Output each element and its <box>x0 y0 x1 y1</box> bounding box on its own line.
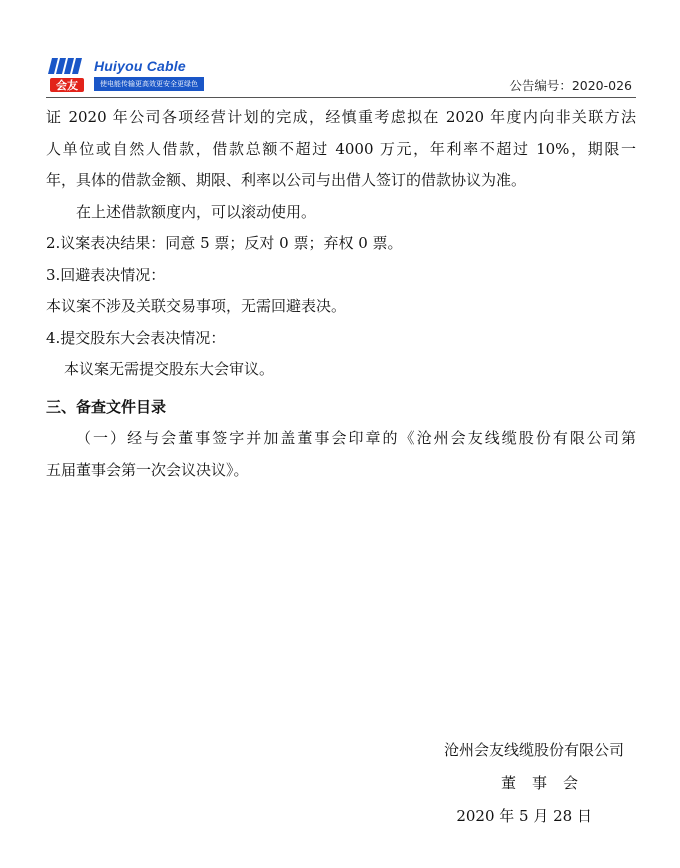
signature-company: 沧州会友线缆股份有限公司 <box>443 741 624 759</box>
paragraph-line: 证 2020 年公司各项经营计划的完成，经慎重考虑拟在 2020 年度内向非关联方法 <box>46 108 636 126</box>
announcement-number: 公告编号：2020-026 <box>509 78 632 93</box>
company-logo <box>46 56 206 94</box>
logo-slogan: 使电能传输更高效更安全更绿色 <box>94 77 204 91</box>
reference-document-line: 五届董事会第一次会议决议》。 <box>46 460 249 479</box>
vote-result: 2.议案表决结果：同意 5 票；反对 0 票；弃权 0 票。 <box>46 234 403 252</box>
paragraph-line: 年，具体的借款金额、期限、利率以公司与出借人签订的借款协议为准。 <box>46 171 527 189</box>
header-divider <box>46 97 636 98</box>
shareholder-vote-text: 本议案无需提交股东大会审议。 <box>64 360 275 378</box>
paragraph: 在上述借款额度内，可以滚动使用。 <box>76 202 317 221</box>
reference-document-line: （一）经与会董事签字并加盖董事会印章的《沧州会友线缆股份有限公司第 <box>76 429 636 447</box>
avoid-vote-text: 本议案不涉及关联交易事项，无需回避表决。 <box>46 297 347 315</box>
signature-date: 2020 年 5 月 28 日 <box>456 807 592 825</box>
section-heading: 三、备查文件目录 <box>46 397 167 416</box>
logo-wordmark: Huiyou Cable <box>94 58 186 74</box>
document-body <box>46 102 636 486</box>
avoid-vote-title: 3.回避表决情况： <box>46 265 166 284</box>
signature-board: 董事会 <box>500 774 594 792</box>
paragraph-line: 人单位或自然人借款，借款总额不超过 4000 万元，年利率不超过 10%，期限一 <box>46 139 636 158</box>
shareholder-vote-title: 4.提交股东大会表决情况： <box>46 328 226 347</box>
svg-text:会友: 会友 <box>56 79 78 92</box>
page-header <box>0 0 680 100</box>
logo-mark-icon <box>46 56 86 94</box>
